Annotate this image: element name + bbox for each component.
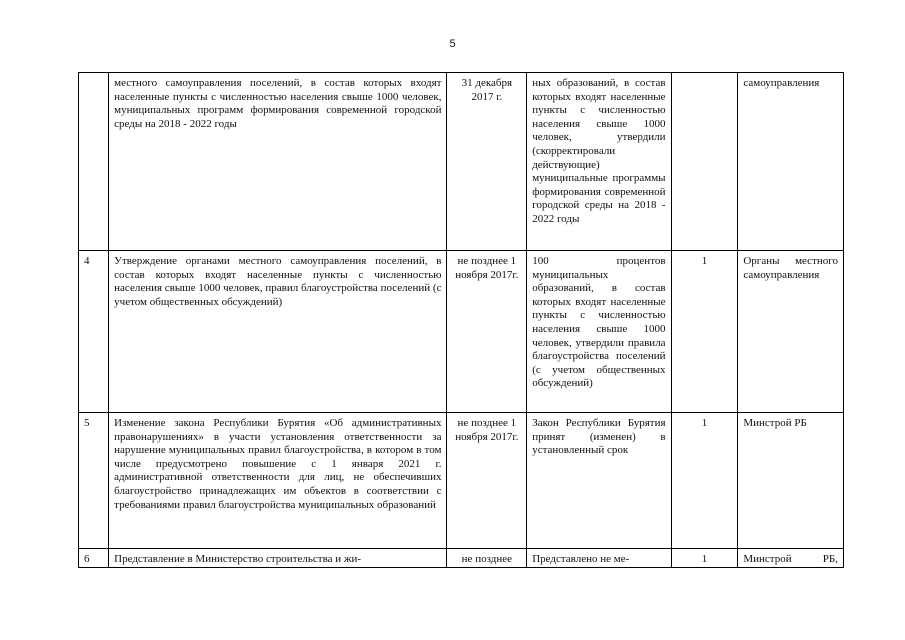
responsible-party: самоуправления <box>738 73 844 251</box>
measure-name: Представление в Министерство строительства и жи- <box>109 549 447 568</box>
indicator-value: 1 <box>671 549 738 568</box>
table-row <box>79 251 844 413</box>
expected-result: Закон Республики Бурятия принят (изменен) в установленный срок <box>527 413 671 549</box>
measure-name: Изменение закона Республики Бурятия «Об административных правонарушениях» в участи установления ответственности за нарушение муниципальных правил благоустройства, в котором в том числе предусмотрено повышение с 1 января 2021 г. административной ответственности для лиц, не обеспечивших благоустройство принадлежащих им объектов в соответствии с требованиями правил благоустройства муниципальных образований <box>109 413 447 549</box>
deadline: не позднее 1 ноября 2017г. <box>447 251 527 413</box>
measure-name: местного самоуправления поселений, в состав которых входят населенные пункты с численностью населения свыше 1000 человек, муниципальных программ формирования современной городской среды на 2018 - 2022 годы <box>109 73 447 251</box>
page-number: 5 <box>449 38 456 50</box>
expected-result: Представлено не ме- <box>527 549 671 568</box>
table-row <box>79 413 844 549</box>
expected-result: 100 процентов муниципальных образований, в состав которых входят населенные пункты с численностью населения свыше 1000 человек, утвердили правила благоустройства поселений (с учетом общественных обсуждений) <box>527 251 671 413</box>
row-number: 5 <box>79 413 109 549</box>
expected-result: ных образований, в состав которых входят населенные пункты с численностью населения свыше 1000 человек, утвердили (скорректировали действующие) муниципальные программы формирования современной городской среды на 2018 - 2022 годы <box>527 73 671 251</box>
deadline: 31 декабря 2017 г. <box>447 73 527 251</box>
indicator-value: 1 <box>671 413 738 549</box>
deadline: не позднее 1 ноября 2017г. <box>447 413 527 549</box>
deadline: не позднее <box>447 549 527 568</box>
row-number <box>79 73 109 251</box>
measures-table <box>78 72 844 568</box>
measure-name: Утверждение органами местного самоуправления поселений, в состав которых входят населенные пункты с численностью населения свыше 1000 человек, правил благоустройства поселений (с учетом общественных обсуждений) <box>109 251 447 413</box>
table-row <box>79 73 844 251</box>
row-number: 6 <box>79 549 109 568</box>
row-number: 4 <box>79 251 109 413</box>
responsible-party: Органы местного самоуправления <box>738 251 844 413</box>
indicator-value <box>671 73 738 251</box>
indicator-value: 1 <box>671 251 738 413</box>
responsible-party: Минстрой РБ <box>738 413 844 549</box>
table-row <box>79 549 844 568</box>
responsible-party: Минстрой РБ, <box>738 549 844 568</box>
